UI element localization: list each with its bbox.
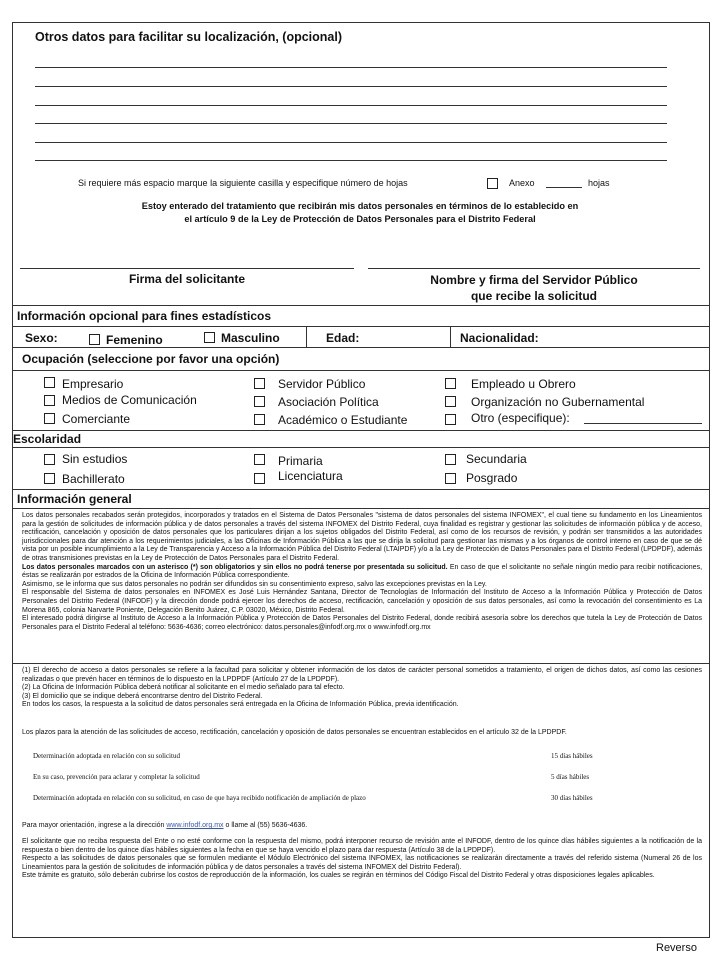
write-line[interactable]	[35, 86, 667, 87]
occupation-option: Empresario	[62, 377, 124, 391]
write-line[interactable]	[35, 67, 667, 68]
education-checkbox[interactable]	[254, 454, 265, 465]
divider	[12, 326, 710, 327]
occupation-title: Ocupación (seleccione por favor una opción)	[22, 352, 280, 366]
divider	[12, 430, 710, 431]
other-occupation-field[interactable]	[584, 423, 702, 424]
education-option: Bachillerato	[62, 472, 125, 486]
education-checkbox[interactable]	[445, 473, 456, 484]
general-paragraph	[22, 564, 702, 581]
deadline-label: Determinación adoptada en relación con su solicitud	[33, 752, 180, 760]
orientation-line	[22, 822, 702, 831]
mandatory-note: Los datos personales marcados con un asterisco (*) son obligatorios y sin ellos no podrá tenerse por presentada su solicitud.	[22, 563, 448, 571]
note: (1) El derecho de acceso a datos personales se refiere a la facultad para solicitar y obtener información de los datos de carácter personal sometidos a tratamiento, el origen de dichos datos, así como las cesiones realizadas o que prevén hacer en términos de lo dispuesto en la LPDPDF (Artículo 27 de la LPDPDF).	[22, 667, 702, 683]
note: (2) La Oficina de Información Pública deberá notificar al solicitante en el medio señalado para tal efecto.	[22, 684, 345, 692]
servant-label-line: Nombre y firma del Servidor Público	[430, 273, 638, 287]
applicant-signature-line[interactable]	[20, 268, 354, 269]
occupation-option: Empleado u Obrero	[471, 377, 576, 391]
consent-line: el artículo 9 de la Ley de Protección de Datos Personales para el Distrito Federal	[184, 214, 536, 224]
age-label: Edad:	[326, 331, 360, 345]
divider	[12, 370, 710, 371]
orientation-pre: Para mayor orientación, ingrese a la dirección	[22, 822, 165, 829]
divider	[12, 447, 710, 448]
servant-signature-label	[368, 272, 700, 304]
occupation-option: Comerciante	[62, 412, 131, 426]
education-option: Sin estudios	[62, 452, 128, 466]
general-title: Información general	[17, 492, 132, 506]
education-checkbox[interactable]	[445, 454, 456, 465]
education-option: Licenciatura	[278, 469, 343, 483]
deadline-days: 5 días hábiles	[551, 773, 590, 781]
sheets-label: hojas	[588, 178, 610, 188]
occupation-checkbox[interactable]	[254, 396, 265, 407]
deadlines-intro: Los plazos para la atención de las solicitudes de acceso, rectificación, cancelación y oposición de datos personales se encuentran establecidos en el artículo 32 de la LPDPDF.	[22, 729, 567, 736]
final-notes	[22, 838, 702, 881]
occupation-checkbox[interactable]	[254, 378, 265, 389]
education-checkbox[interactable]	[44, 454, 55, 465]
localization-title: Otros datos para facilitar su localización, (opcional)	[35, 30, 343, 44]
occupation-option: Medios de Comunicación	[62, 393, 197, 407]
divider	[12, 508, 710, 509]
occupation-checkbox[interactable]	[44, 413, 55, 424]
servant-signature-line[interactable]	[368, 268, 700, 269]
education-checkbox[interactable]	[44, 473, 55, 484]
occupation-option: Servidor Público	[278, 377, 366, 391]
orientation-post: o llame al (55) 5636-4636.	[225, 822, 308, 829]
occupation-checkbox[interactable]	[254, 414, 265, 425]
general-paragraph: Los datos personales recabados serán protegidos, incorporados y tratados en el Sistema de Datos Personales "sistema de datos personales del sistema INFOMEX", el cual tiene su fundamento en los Lineamientos para la gestión de solicitudes de información pública y de datos personales a través del sistema INFOMEX del Distrito Federal, cuya finalidad es registrar y gestionar las solicitudes de información pública y de acceso, rectificación, cancelación y oposición de datos personales que los particulares dirijan a los sujetos obligados del Distrito Federal, así como de los recursos de revisión, y podrán ser transmitidos a las autoridades jurisdiccionales para dar atención a los requerimientos judiciales, a las Oficinas de Información Pública a las que se dirija la solicitud para gestionar las mismas y a los órganos de control interno en caso de que se dé vista por un posible incumplimiento a la Ley de Transparencia y Acceso a la Información Pública del Distrito Federal (LTAIPDF) y/o a la Ley de Protección de Datos Personales para el Distrito Federal (LPDPDF), además de otras transmisiones previstas en la Ley de Protección de Datos Personales para el Distrito Federal.	[22, 512, 702, 562]
occupation-checkbox[interactable]	[44, 395, 55, 406]
notes-block	[22, 667, 702, 710]
deadline-days: 15 días hábiles	[551, 752, 593, 760]
general-paragraph: El interesado podrá dirigirse al Instituto de Acceso a la Información Pública y Protección de Datos Personales del Distrito Federal, donde recibirá asesoría sobre los derechos que tutela la Ley de Protección de Datos Personales para el Distrito Federal al teléfono: 5636-4636; correo electrónico: datos.personales@infodf.org.mx o www.infodf.org.mx	[22, 615, 702, 631]
deadline-label: Determinación adoptada en relación con su solicitud, en caso de que haya recibido notificación de ampliación de plazo	[33, 794, 366, 802]
nationality-label: Nacionalidad:	[460, 331, 539, 345]
male-checkbox[interactable]	[204, 332, 215, 343]
deadline-label: En su caso, prevención para aclarar y completar la solicitud	[33, 773, 200, 781]
write-line[interactable]	[35, 142, 667, 143]
note: En todos los casos, la respuesta a la solicitud de datos personales será entregada en la Oficina de Información Pública, previa identificación.	[22, 701, 459, 709]
female-checkbox[interactable]	[89, 334, 100, 345]
education-option: Primaria	[278, 454, 323, 468]
divider	[12, 347, 710, 348]
occupation-checkbox[interactable]	[445, 396, 456, 407]
note: (3) El domicilio que se indique deberá encontrarse dentro del Distrito Federal.	[22, 692, 263, 700]
deadline-days: 30 días hábiles	[551, 794, 593, 802]
final-note: Respecto a las solicitudes de datos personales que se formulen mediante el Módulo Electrónico del sistema INFOMEX, las notificaciones se realizarán directamente a través del referido sistema (Numeral 26 de los Lineamientos para la gestión de solicitudes de información pública y de datos personales a través del sistema INFOMEX del Distrito Federal).	[22, 855, 702, 871]
occupation-checkbox[interactable]	[445, 378, 456, 389]
extra-space-text: Si requiere más espacio marque la siguiente casilla y especifique número de hojas	[78, 178, 408, 188]
divider	[450, 326, 451, 347]
divider	[12, 663, 710, 664]
annex-sheets-field[interactable]	[546, 187, 582, 188]
infodf-link[interactable]: www.infodf.org.mx	[166, 822, 224, 829]
consent-line: Estoy enterado del tratamiento que recibirán mis datos personales en términos de lo establecido en	[141, 201, 579, 211]
divider	[306, 326, 307, 347]
sex-label: Sexo:	[25, 331, 58, 345]
mandatory-note-rest: En caso de que el solicitante no señale ningún medio para recibir notificaciones, éstas se realizarán por estrados de la Oficina de Información Pública correspondiente.	[22, 563, 703, 580]
servant-label-line: que recibe la solicitud	[470, 289, 598, 303]
occupation-checkbox[interactable]	[445, 414, 456, 425]
education-title: Escolaridad	[13, 432, 82, 446]
divider	[12, 489, 710, 490]
stats-title: Información opcional para fines estadísticos	[17, 309, 272, 323]
final-note: Este trámite es gratuito, sólo deberán cubrirse los costos de reproducción de la información, los cuales se regirán en términos del Código Fiscal del Distrito Federal y otras disposiciones legales aplicables.	[22, 872, 655, 880]
general-paragraph: Asimismo, se le informa que sus datos personales no podrán ser difundidos sin su consentimiento expreso, salvo las excepciones previstas en la Ley.	[22, 580, 487, 588]
write-line[interactable]	[35, 123, 667, 124]
occupation-checkbox[interactable]	[44, 377, 55, 388]
annex-label: Anexo	[509, 178, 535, 188]
male-label: Masculino	[221, 331, 280, 345]
divider	[12, 305, 710, 306]
occupation-option: Organización no Gubernamental	[471, 395, 645, 409]
occupation-option: Otro (especifique):	[471, 411, 570, 425]
extra-space-checkbox[interactable]	[487, 178, 498, 189]
occupation-option: Académico o Estudiante	[278, 413, 408, 427]
education-option: Posgrado	[466, 471, 518, 485]
applicant-signature-label: Firma del solicitante	[128, 272, 246, 286]
general-info-text	[22, 512, 702, 632]
final-note: El solicitante que no reciba respuesta del Ente o no esté conforme con la respuesta del mismo, podrá interponer recurso de revisión ante el INFODF, dentro de los quince días hábiles siguientes a la notificación de la respuesta o bien dentro de los quince días hábiles siguientes a la fecha en que se haya vencido el plazo para dar respuesta (Artículo 38 de la LPDPDF).	[22, 838, 702, 854]
occupation-option: Asociación Política	[278, 395, 379, 409]
general-paragraph: El responsable del Sistema de datos personales en INFOMEX es José Luis Hernández Santana, Director de Tecnologías de Información del Instituto de Acceso a la Información Pública y Protección de Datos Personales del Distrito Federal (INFODF) y la dirección donde podrá ejercer los derechos de acceso, rectificación, cancelación y oposición de sus datos personales, así como la revocación del consentimiento es La Morena 865, colonia Narvarte Poniente, Delegación Benito Juárez, C.P. 03020, México, Distrito Federal.	[22, 589, 702, 614]
reverse-label: Reverso	[656, 942, 697, 954]
education-checkbox[interactable]	[254, 473, 265, 484]
write-line[interactable]	[35, 160, 667, 161]
consent-statement	[20, 200, 700, 226]
write-line[interactable]	[35, 105, 667, 106]
female-label: Femenino	[106, 333, 163, 347]
education-option: Secundaria	[466, 452, 527, 466]
